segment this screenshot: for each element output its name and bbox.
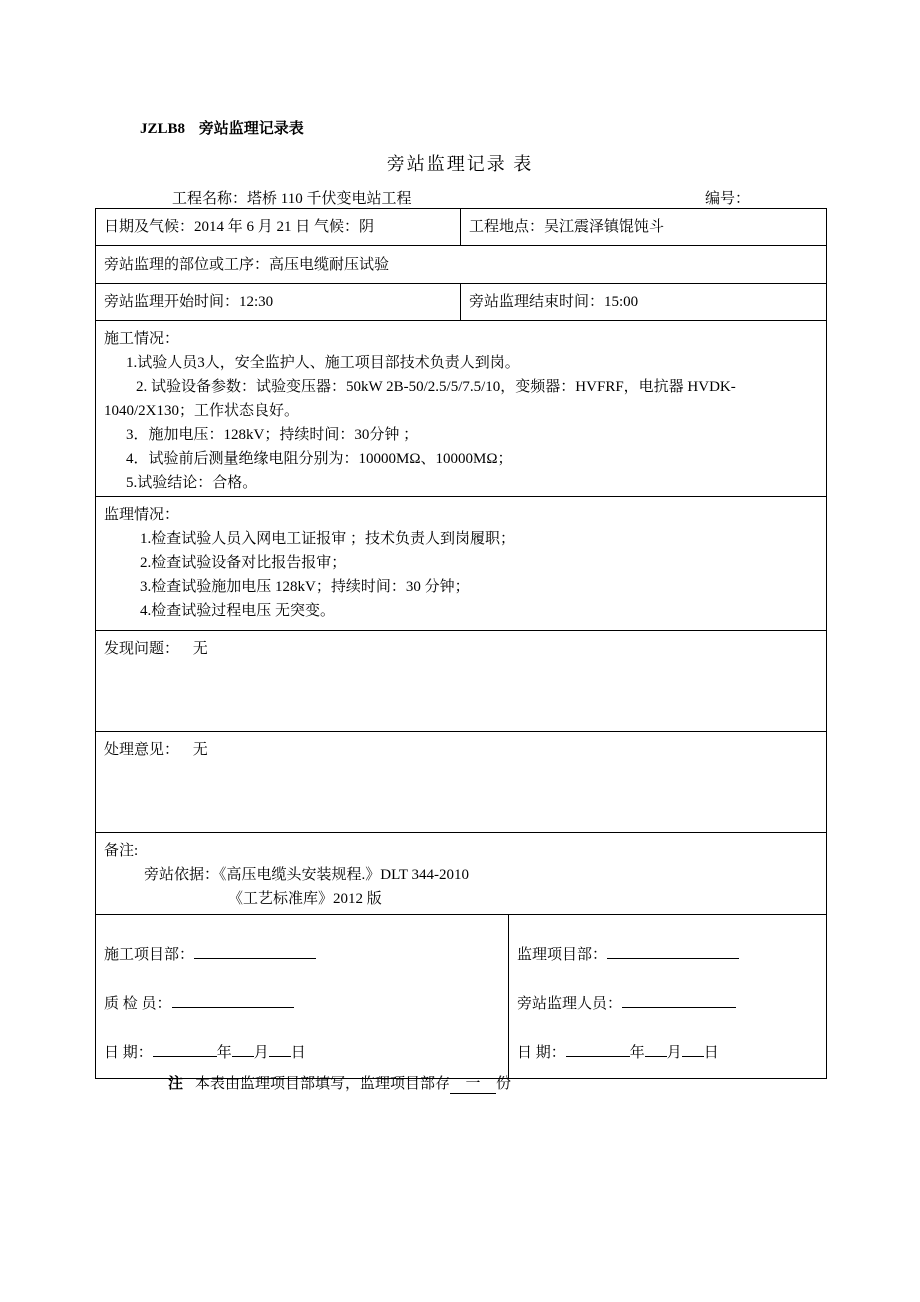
supervision-dept-label: 监理项目部：: [517, 947, 608, 963]
handling-cell: [96, 732, 827, 833]
construction-item: 3．施加电压：128kV；持续时间：30分钟 ；: [126, 427, 419, 443]
part-cell: 旁站监理的部位或工序：高压电缆耐压试验: [96, 246, 827, 284]
problems-value: 无: [192, 641, 208, 657]
signature-supervision: [509, 915, 827, 1079]
remarks-label: 备注:: [104, 843, 139, 859]
date-label: 日 期：: [517, 1045, 566, 1061]
signature-line: [517, 980, 818, 1029]
note-lead: 注: [168, 1076, 184, 1092]
day-blank: [682, 1041, 704, 1057]
date-weather-cell: 日期及气候：2014 年 6 月 21 日 气候：阴: [96, 209, 461, 246]
handling-label: 处理意见：: [104, 742, 180, 758]
day-label: 日: [290, 1045, 306, 1061]
project-name: 工程名称：塔桥 110 千伏变电站工程: [172, 191, 412, 207]
month-blank: [645, 1041, 667, 1057]
signature-line: [517, 931, 818, 980]
construction-item: 4．试验前后测量绝缘电阻分别为：10000MΩ、10000MΩ；: [126, 451, 513, 467]
inspector-blank: [172, 992, 294, 1008]
row-problems: [96, 631, 827, 732]
row-handling: [96, 732, 827, 833]
signature-line: [104, 931, 500, 980]
year-label: 年: [629, 1045, 645, 1061]
day-blank: [269, 1041, 291, 1057]
construction-item: 2. 试验设备参数：试验变压器：50kW 2B-50/2.5/5/7.5/10，变频器：HVFRF，电抗器 HVDK-: [136, 379, 736, 395]
year-blank: [153, 1041, 217, 1057]
end-time-cell: 旁站监理结束时间：15:00: [461, 284, 827, 321]
supervision-item: 2.检查试验设备对比报告报审；: [140, 555, 347, 571]
month-blank: [232, 1041, 254, 1057]
supervision-item: 3.检查试验施加电压 128kV；持续时间：30 分钟；: [140, 579, 470, 595]
note-text: 本表由监理项目部填写，监理项目部存: [195, 1076, 451, 1092]
form-code-line: [140, 117, 304, 138]
day-label: 日: [703, 1045, 719, 1061]
signature-date-line: [104, 1029, 500, 1078]
note-suffix: 份: [496, 1076, 512, 1092]
signature-date-line: [517, 1029, 818, 1078]
construction-cell: [96, 321, 827, 497]
problems-label: 发现问题：: [104, 641, 180, 657]
row-part: [96, 246, 827, 284]
date-label: 日 期：: [104, 1045, 153, 1061]
form-name: 旁站监理记录表: [198, 121, 304, 137]
construction-item: 1040/2X130；工作状态良好。: [104, 403, 300, 419]
form-code: JZLB8: [140, 121, 186, 137]
location-cell: 工程地点：吴江震泽镇馄饨斗: [461, 209, 827, 246]
year-blank: [566, 1041, 630, 1057]
serial-number-label: 编号：: [705, 191, 751, 207]
remarks-basis-2: 《工艺标准库》2012 版: [228, 891, 382, 907]
supervision-label: 监理情况：: [104, 507, 180, 523]
construction-item: 5.试验结论：合格。: [126, 475, 258, 491]
copies-count: 一: [450, 1072, 496, 1094]
construction-label: 施工情况：: [104, 331, 180, 347]
row-date-location: [96, 209, 827, 246]
supervision-item: 1.检查试验人员入网电工证报审 ；技术负责人到岗履职；: [140, 531, 516, 547]
inspector-label: 质 检 员：: [104, 996, 172, 1012]
row-construction: [96, 321, 827, 497]
handling-value: 无: [192, 742, 208, 758]
page-title: 旁站监理记录 表: [386, 154, 534, 174]
start-time-cell: 旁站监理开始时间：12:30: [96, 284, 461, 321]
signature-construction: [96, 915, 509, 1079]
row-times: [96, 284, 827, 321]
row-supervision: [96, 497, 827, 631]
row-remarks: [96, 833, 827, 915]
signature-line: [104, 980, 500, 1029]
supervision-dept-blank: [607, 943, 739, 959]
remarks-basis-1: 旁站依据：《高压电缆头安装规程.》DLT 344-2010: [144, 867, 470, 883]
supervision-staff-blank: [622, 992, 736, 1008]
remarks-cell: [96, 833, 827, 915]
month-label: 月: [666, 1045, 682, 1061]
row-signatures: [96, 915, 827, 1079]
problems-cell: [96, 631, 827, 732]
supervision-record-table: [95, 208, 827, 1079]
footer-note: [168, 1072, 511, 1094]
supervision-cell: [96, 497, 827, 631]
year-label: 年: [216, 1045, 232, 1061]
construction-dept-blank: [194, 943, 316, 959]
month-label: 月: [253, 1045, 269, 1061]
supervision-staff-label: 旁站监理人员：: [517, 996, 623, 1012]
construction-dept-label: 施工项目部：: [104, 947, 195, 963]
construction-item: 1.试验人员3人，安全监护人、施工项目部技术负责人到岗。: [126, 355, 520, 371]
supervision-item: 4.检查试验过程电压 无突变。: [140, 603, 336, 619]
